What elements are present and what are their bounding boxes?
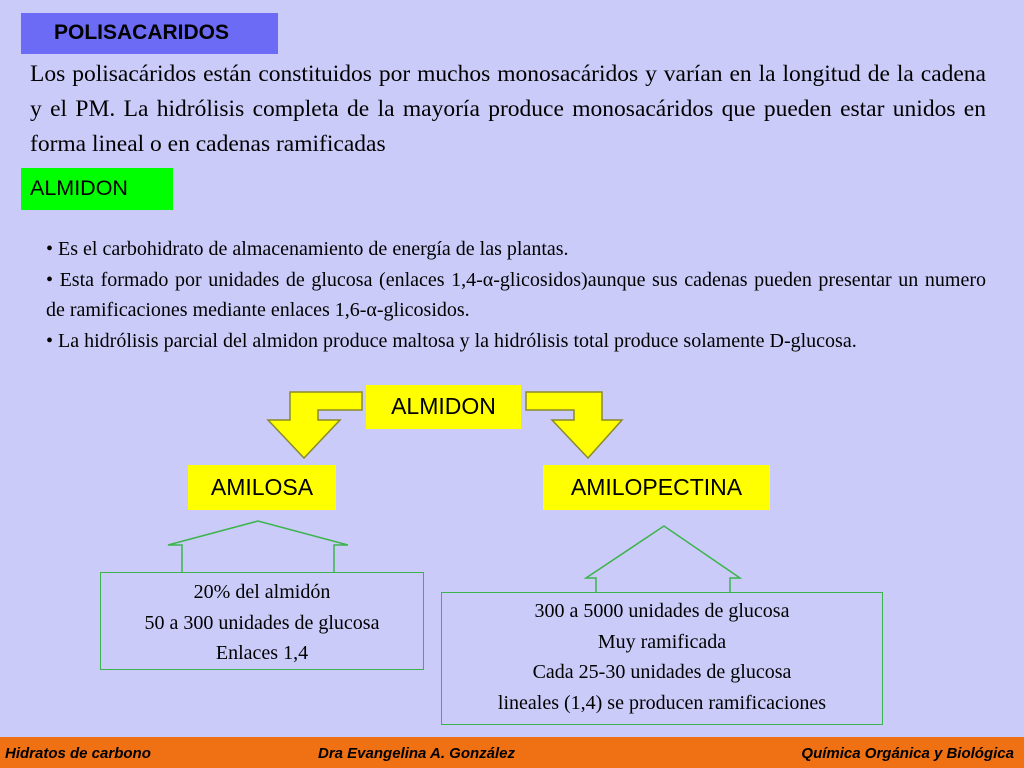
info-line: Cada 25-30 unidades de glucosa bbox=[532, 661, 792, 683]
bent-arrow-left-icon bbox=[268, 392, 362, 458]
node-almidon: ALMIDON bbox=[366, 385, 521, 429]
bullet-text: Esta formado por unidades de glucosa (enlaces 1,4-α-glicosidos)aunque sus cadenas pueden presentar un numero de ramificaciones mediante enlaces 1,6-α-glicosidos. bbox=[46, 268, 986, 321]
info-box-amilopectina bbox=[441, 592, 883, 725]
bullet-marker: • bbox=[46, 238, 59, 260]
info-line: Muy ramificada bbox=[597, 630, 727, 653]
info-line: 50 a 300 unidades de glucosa bbox=[144, 611, 380, 634]
bullet-text: Es el carbohidrato de almacenamiento de energía de las plantas. bbox=[58, 238, 569, 260]
intro-paragraph: Los polisacáridos están constituidos por muchos monosacáridos y varían en la longitud de la cadena y el PM. La hidrólisis completa de la mayoría produce monosacáridos que pueden estar unidos en forma lineal o en cadenas ramificadas bbox=[30, 61, 986, 157]
info-line: 300 a 5000 unidades de glucosa bbox=[534, 600, 790, 622]
info-box-amilosa bbox=[100, 572, 424, 670]
bullet-text: La hidrólisis parcial del almidon produce maltosa y la hidrólisis total produce solamente D-glucosa. bbox=[58, 329, 857, 352]
section-tag-almidon: ALMIDON bbox=[21, 168, 173, 210]
page-title: POLISACARIDOS bbox=[21, 13, 278, 54]
footer-subject: Química Orgánica y Biológica bbox=[801, 745, 1014, 762]
footer-author: Dra Evangelina A. González bbox=[318, 745, 515, 762]
bullet-marker: • bbox=[46, 329, 59, 352]
footer-course: Hidratos de carbono bbox=[5, 745, 151, 762]
bullet-marker: • bbox=[46, 268, 60, 291]
callout-pointer-amilosa-icon bbox=[168, 521, 348, 572]
info-line: Enlaces 1,4 bbox=[215, 642, 309, 664]
info-line: lineales (1,4) se producen ramificaciones bbox=[497, 691, 827, 714]
footer-bar bbox=[0, 737, 1024, 768]
info-line: 20% del almidón bbox=[193, 581, 331, 603]
bent-arrow-right-icon bbox=[526, 392, 622, 458]
callout-pointer-amilopectina-icon bbox=[586, 526, 740, 592]
node-amilopectina: AMILOPECTINA bbox=[543, 465, 770, 510]
node-amilosa: AMILOSA bbox=[188, 465, 336, 510]
